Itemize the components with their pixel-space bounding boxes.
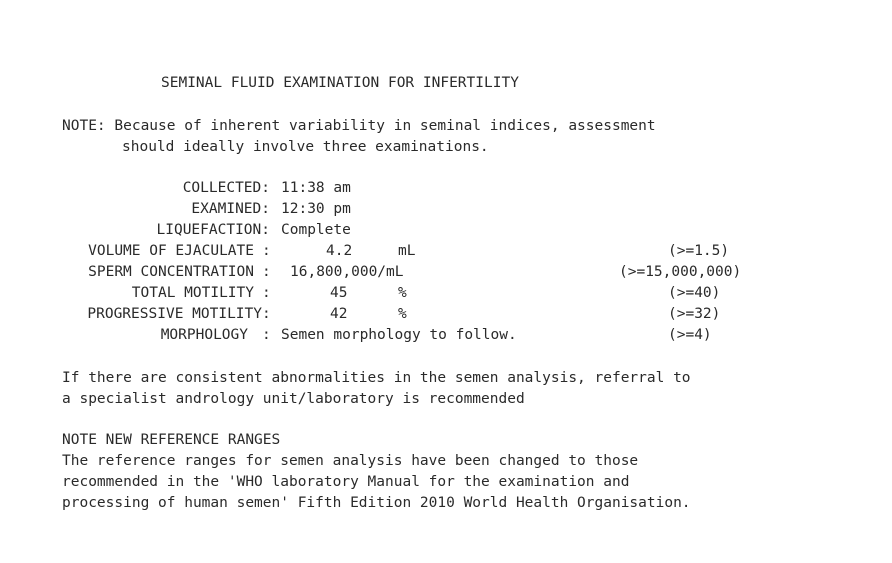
result-unit: mL <box>398 243 416 259</box>
result-colon: : <box>262 264 271 280</box>
result-label: SPERM CONCENTRATION <box>88 264 254 280</box>
result-label: TOTAL MOTILITY <box>131 285 254 301</box>
result-ref: (>=32) <box>668 306 721 322</box>
collected-label: COLLECTED: <box>182 180 270 196</box>
result-colon: : <box>262 243 271 259</box>
referral-line-1: If there are consistent abnormalities in the semen analysis, referral to <box>62 370 691 386</box>
examined-value: 12:30 pm <box>281 201 351 217</box>
result-unit: % <box>398 306 407 322</box>
reference-note-heading: NOTE NEW REFERENCE RANGES <box>62 432 281 448</box>
result-value: 42 <box>330 306 348 322</box>
liquefaction-label: LIQUEFACTION: <box>156 222 270 238</box>
result-label: VOLUME OF EJACULATE <box>88 243 254 259</box>
examined-label: EXAMINED: <box>191 201 270 217</box>
result-unit: % <box>398 285 407 301</box>
referral-line-2: a specialist andrology unit/laboratory is recommended <box>62 391 525 407</box>
result-colon: : <box>262 285 271 301</box>
result-value: 16,800,000/mL <box>290 264 404 280</box>
collected-value: 11:38 am <box>281 180 351 196</box>
result-ref: (>=40) <box>668 285 721 301</box>
reference-note-line-3: processing of human semen' Fifth Edition 2010 World Health Organisation. <box>62 495 691 511</box>
result-value: Semen morphology to follow. <box>281 327 517 343</box>
report-title: SEMINAL FLUID EXAMINATION FOR INFERTILITY <box>161 75 519 91</box>
result-label: MORPHOLOGY <box>160 327 248 343</box>
note-line-1: NOTE: Because of inherent variability in seminal indices, assessment <box>62 118 656 134</box>
result-ref: (>=15,000,000) <box>619 264 742 280</box>
reference-note-line-2: recommended in the 'WHO laboratory Manual for the examination and <box>62 474 630 490</box>
result-ref: (>=1.5) <box>668 243 730 259</box>
result-colon: : <box>262 327 271 343</box>
result-ref: (>=4) <box>668 327 712 343</box>
liquefaction-value: Complete <box>281 222 351 238</box>
result-value: 45 <box>330 285 348 301</box>
note-line-2: should ideally involve three examinations. <box>122 139 489 155</box>
result-label: PROGRESSIVE MOTILITY <box>87 306 262 322</box>
result-colon: : <box>262 306 271 322</box>
reference-note-line-1: The reference ranges for semen analysis have been changed to those <box>62 453 639 469</box>
result-value: 4.2 <box>326 243 353 259</box>
